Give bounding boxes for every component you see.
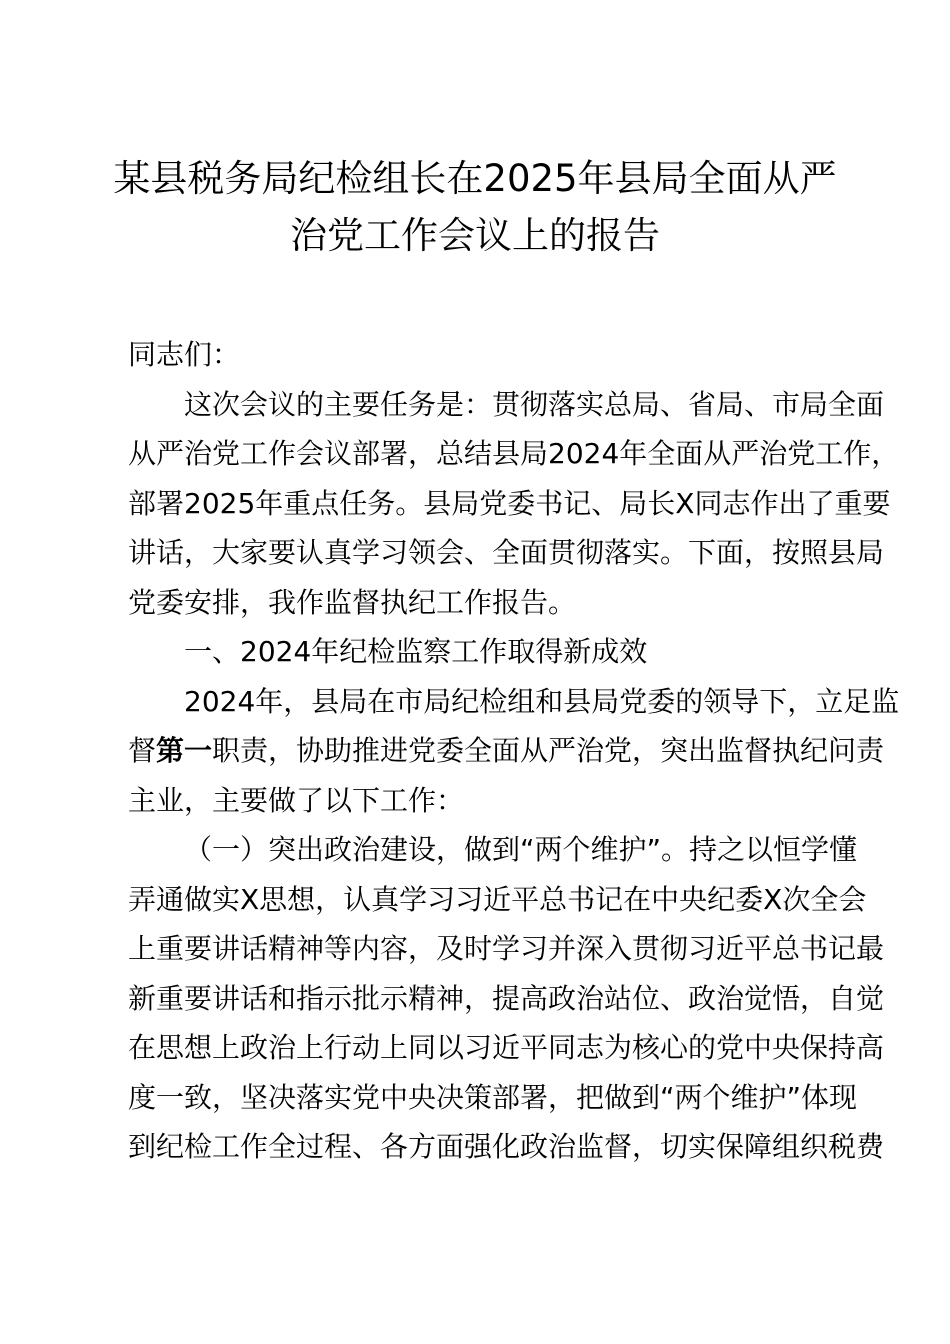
paragraph-line: （一）突出政治建设，做到“两个维护”。持之以恒学懂	[184, 833, 858, 866]
section-heading: 一、2024年纪检监察工作取得新成效	[184, 635, 648, 668]
text-run: 督	[128, 734, 157, 767]
paragraph-line: 上重要讲话精神等内容，及时学习并深入贯彻习近平总书记最	[128, 932, 885, 965]
paragraph-line: 2024年，县局在市局纪检组和县局党委的领导下，立足监	[184, 684, 900, 718]
paragraph-line: 到纪检工作全过程、各方面强化政治监督，切实保障组织税费	[128, 1130, 885, 1163]
title-line-1: 某县税务局纪检组长在2025年县局全面从严	[113, 157, 837, 200]
paragraph-line: 弄通做实X思想，认真学习习近平总书记在中央纪委X次全会	[128, 882, 867, 916]
paragraph-line	[128, 726, 885, 776]
salutation: 同志们：	[128, 338, 241, 371]
paragraph-line: 度一致，坚决落实党中央决策部署，把做到“两个维护”体现	[128, 1080, 858, 1114]
paragraph-line: 从严治党工作会议部署，总结县局2024年全面从严治党工作，	[128, 437, 900, 470]
paragraph-line: 这次会议的主要任务是：贯彻落实总局、省局、市局全面	[184, 387, 885, 421]
title-line-2: 治党工作会议上的报告	[290, 214, 660, 257]
paragraph-line: 党委安排，我作监督执纪工作报告。	[128, 585, 577, 619]
text-run: 职责，协助推进党委全面从严治党，突出监督执纪问责	[212, 734, 885, 767]
document-title	[100, 150, 850, 264]
paragraph-line: 在思想上政治上行动上同以习近平同志为核心的党中央保持高	[128, 1031, 885, 1064]
paragraph-line: 主业，主要做了以下工作：	[128, 783, 465, 817]
bold-text-run: 第一	[156, 734, 213, 767]
paragraph-line: 讲话，大家要认真学习领会、全面贯彻落实。下面，按照县局	[128, 536, 885, 569]
paragraph-line: 部署2025年重点任务。县局党委书记、局长X同志作出了重要	[128, 486, 891, 520]
paragraph-line: 新重要讲话和指示批示精神，提高政治站位、政治觉悟，自觉	[128, 981, 885, 1015]
document-body	[128, 330, 900, 1172]
